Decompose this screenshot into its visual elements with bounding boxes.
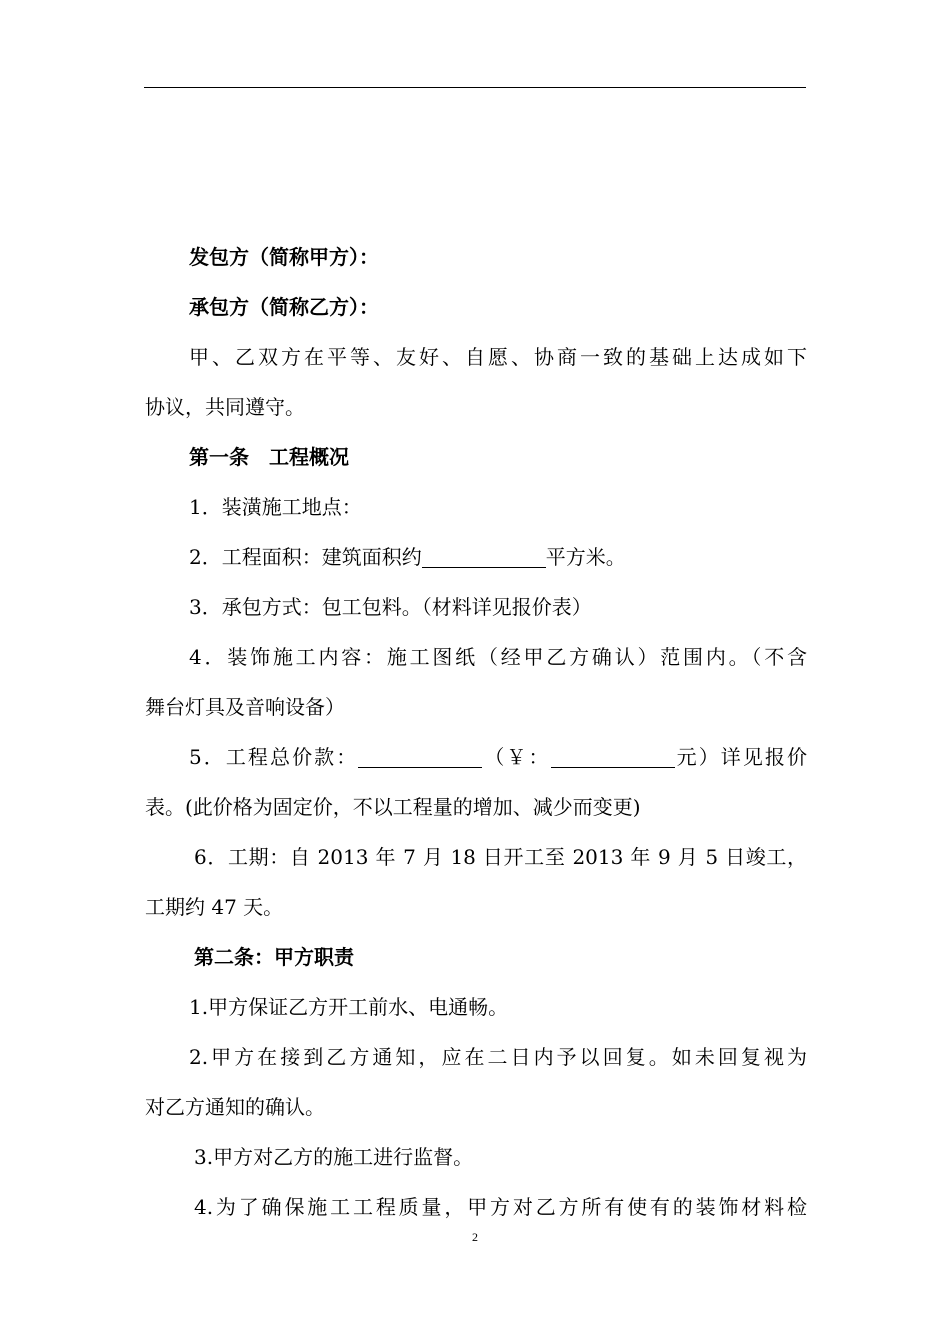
article-1-item-2-prefix: 2．工程面积：建筑面积约 — [189, 545, 422, 569]
price-blank — [358, 745, 482, 768]
page-number: 2 — [472, 1230, 478, 1244]
article-1-item-6-line-2: 工期约 47 天。 — [145, 895, 284, 919]
party-b-label: 承包方（简称乙方）： — [189, 295, 379, 319]
article-1-item-3: 3．承包方式：包工包料。（材料详见报价表） — [189, 595, 592, 619]
price-number-blank — [551, 745, 675, 768]
article-1-item-5-prefix: 5．工程总价款： — [189, 745, 359, 769]
article-2-title: 第二条：甲方职责 — [194, 945, 354, 969]
document-body — [145, 232, 807, 1232]
article-2-item-2-line-2: 对乙方通知的确认。 — [145, 1095, 325, 1119]
party-a-label: 发包方（简称甲方）： — [189, 245, 379, 269]
header-rule — [144, 87, 806, 88]
article-1-item-5-middle: （￥： — [482, 745, 551, 769]
article-1-item-6-line-1: 6．工期：自 2013 年 7 月 18 日开工至 2013 年 9 月 5 日竣工， — [194, 845, 807, 869]
article-1-item-5-line-2: 表。(此价格为固定价，不以工程量的增加、减少而变更) — [145, 795, 641, 819]
article-1-item-2-suffix: 平方米。 — [545, 545, 626, 569]
intro-line-2: 协议，共同遵守。 — [145, 395, 305, 419]
article-1-title: 第一条 工程概况 — [189, 445, 349, 469]
article-1-item-2 — [145, 532, 807, 582]
article-2-item-4-line-1: 4.为了确保施工工程质量，甲方对乙方所有使有的装饰材料检 — [194, 1195, 807, 1219]
intro-line-1: 甲、乙双方在平等、友好、自愿、协商一致的基础上达成如下 — [189, 345, 807, 369]
article-1-item-5-line-1 — [145, 732, 807, 782]
article-2-item-3: 3.甲方对乙方的施工进行监督。 — [194, 1145, 474, 1169]
area-blank — [422, 545, 546, 568]
article-1-item-5-suffix: 元）详见报价 — [674, 745, 807, 769]
article-2-item-1: 1.甲方保证乙方开工前水、电通畅。 — [189, 995, 509, 1019]
article-1-item-4-line-2: 舞台灯具及音响设备） — [145, 695, 345, 719]
article-1-item-4-line-1: 4．装饰施工内容：施工图纸（经甲乙方确认）范围内。（不含 — [189, 645, 807, 669]
article-1-item-1: 1．装潢施工地点： — [189, 495, 362, 519]
article-2-item-2-line-1: 2.甲方在接到乙方通知，应在二日内予以回复。如未回复视为 — [189, 1045, 807, 1069]
